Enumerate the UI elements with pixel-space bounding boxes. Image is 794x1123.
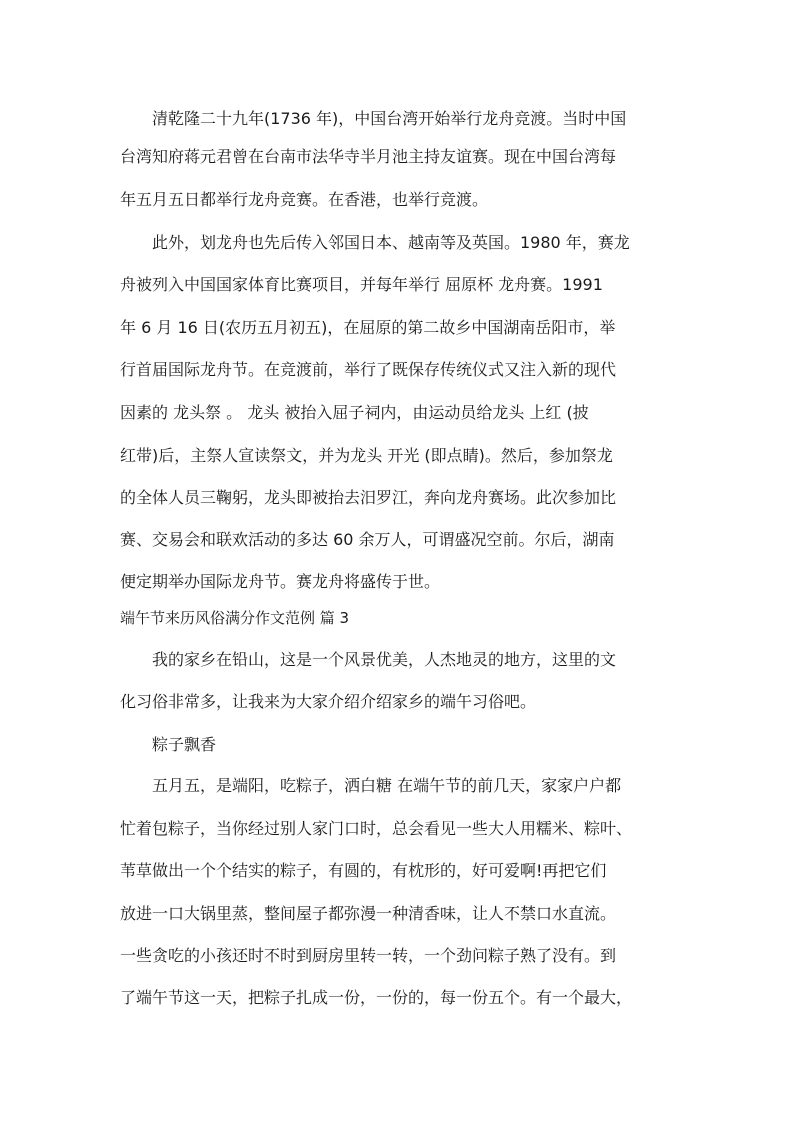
paragraph-line: 此外，划龙舟也先后传入邻国日本、越南等及英国。1980 年，赛龙 [120,233,630,252]
paragraph-line: 舟被列入中国国家体育比赛项目，并每年举行 屈原杯 龙舟赛。1991 [120,275,603,294]
paragraph-line: 便定期举办国际龙舟节。赛龙舟将盛传于世。 [120,572,441,591]
paragraph-line: 了端午节这一天，把粽子扎成一份，一份的，每一份五个。有一个最大， [120,988,633,1007]
paragraph-line: 清乾隆二十九年(1736 年)，中国台湾开始举行龙舟竞渡。当时中国 [120,109,627,128]
paragraph-line: 年五月五日都举行龙舟竞赛。在香港，也举行竞渡。 [120,190,489,209]
paragraph-line: 台湾知府蒋元君曾在台南市法华寺半月池主持友谊赛。现在中国台湾每 [120,147,617,166]
subheading-line: 粽子飘香 [120,735,217,754]
paragraph-line: 化习俗非常多，让我来为大家介绍介绍家乡的端午习俗吧。 [120,692,537,711]
paragraph-line: 放进一口大锅里蒸，整间屋子都弥漫一种清香味，让人不禁口水直流。 [120,904,617,923]
paragraph-line: 红带)后，主祭人宣读祭文，并为龙头 开光 (即点睛)。然后，参加祭龙 [120,446,613,465]
paragraph-line: 忙着包粽子，当你经过别人家门口时，总会看见一些大人用糯米、粽叶、 [120,819,633,838]
paragraph-line: 行首届国际龙舟节。在竞渡前，举行了既保存传统仪式又注入新的现代 [120,360,617,379]
paragraph-line: 一些贪吃的小孩还时不时到厨房里转一转，一个劲问粽子熟了没有。到 [120,946,617,965]
paragraph-line: 赛、交易会和联欢活动的多达 60 余万人，可谓盛况空前。尔后，湖南 [120,530,615,549]
paragraph-line: 苇草做出一个个结实的粽子，有圆的，有枕形的，好可爱啊!再把它们 [120,861,607,880]
paragraph-line: 我的家乡在铅山，这是一个风景优美，人杰地灵的地方，这里的文 [120,650,617,669]
paragraph-line: 的全体人员三鞠躬，龙头即被抬去汨罗江，奔向龙舟赛场。此次参加比 [120,488,617,507]
paragraph-line: 因素的 龙头祭 。 龙头 被抬入屈子祠内，由运动员给龙头 上红 (披 [120,403,589,422]
section-heading: 端午节来历风俗满分作文范例 篇 3 [120,609,350,627]
paragraph-line: 年 6 月 16 日(农历五月初五)，在屈原的第二故乡中国湖南岳阳市，举 [120,318,616,337]
paragraph-line: 五月五，是端阳，吃粽子，洒白糖 在端午节的前几天，家家户户都 [120,776,622,795]
